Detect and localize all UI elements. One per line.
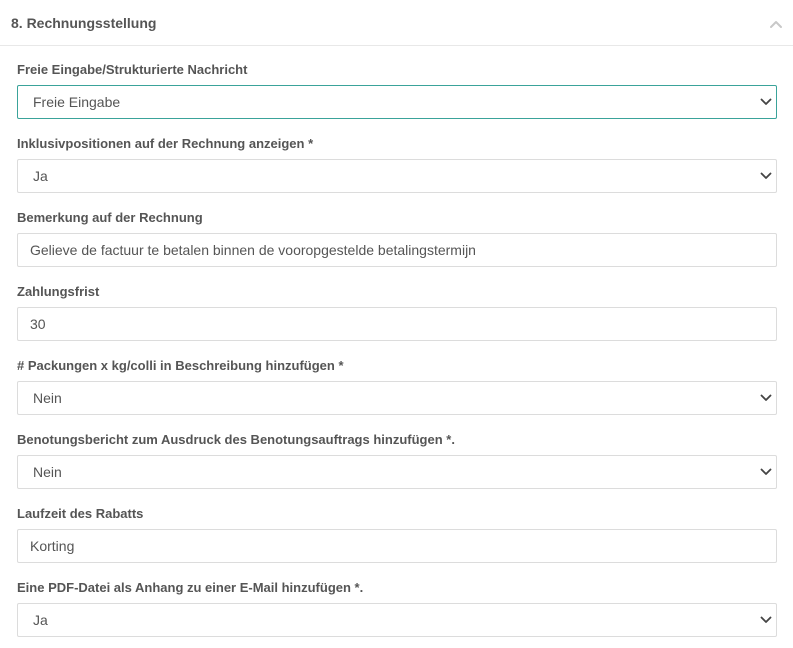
field-pdf-attachment <box>17 580 777 637</box>
chevron-down-icon <box>760 466 772 478</box>
message-type-select[interactable] <box>17 85 777 119</box>
packages-description-select[interactable] <box>17 381 777 415</box>
field-label: Inklusivpositionen auf der Rechnung anzeigen * <box>17 136 314 151</box>
field-label: Bemerkung auf der Rechnung <box>17 210 203 225</box>
input-value: Korting <box>30 538 75 554</box>
field-label: # Packungen x kg/colli in Beschreibung hinzufügen * <box>17 358 344 373</box>
field-invoice-remark <box>17 210 777 267</box>
field-inclusive-positions <box>17 136 777 193</box>
chevron-down-icon <box>760 392 772 404</box>
field-label: Laufzeit des Rabatts <box>17 506 144 521</box>
field-message-type <box>17 62 777 119</box>
input-value: 30 <box>30 316 46 332</box>
section-header[interactable] <box>0 0 793 46</box>
field-label: Benotungsbericht zum Ausdruck des Benotungsauftrags hinzufügen *. <box>17 432 455 447</box>
field-label: Eine PDF-Datei als Anhang zu einer E-Mail hinzufügen *. <box>17 580 364 595</box>
field-discount-term <box>17 506 777 563</box>
select-value: Freie Eingabe <box>33 94 121 110</box>
invoicing-form <box>0 62 793 637</box>
select-value: Nein <box>33 390 62 406</box>
grading-report-select[interactable] <box>17 455 777 489</box>
field-payment-term <box>17 284 777 341</box>
discount-term-input[interactable] <box>17 529 777 563</box>
pdf-attachment-select[interactable] <box>17 603 777 637</box>
chevron-up-icon[interactable] <box>769 17 783 31</box>
chevron-down-icon <box>760 96 772 108</box>
section-title: 8. Rechnungsstellung <box>11 14 157 31</box>
field-packages-description <box>17 358 777 415</box>
payment-term-input[interactable] <box>17 307 777 341</box>
field-grading-report <box>17 432 777 489</box>
field-label: Freie Eingabe/Strukturierte Nachricht <box>17 62 248 77</box>
chevron-down-icon <box>760 170 772 182</box>
select-value: Nein <box>33 464 62 480</box>
chevron-down-icon <box>760 614 772 626</box>
input-value: Gelieve de factuur te betalen binnen de vooropgestelde betalingstermijn <box>30 242 476 258</box>
invoice-remark-input[interactable] <box>17 233 777 267</box>
inclusive-positions-select[interactable] <box>17 159 777 193</box>
field-label: Zahlungsfrist <box>17 284 100 299</box>
select-value: Ja <box>33 612 48 628</box>
select-value: Ja <box>33 168 48 184</box>
